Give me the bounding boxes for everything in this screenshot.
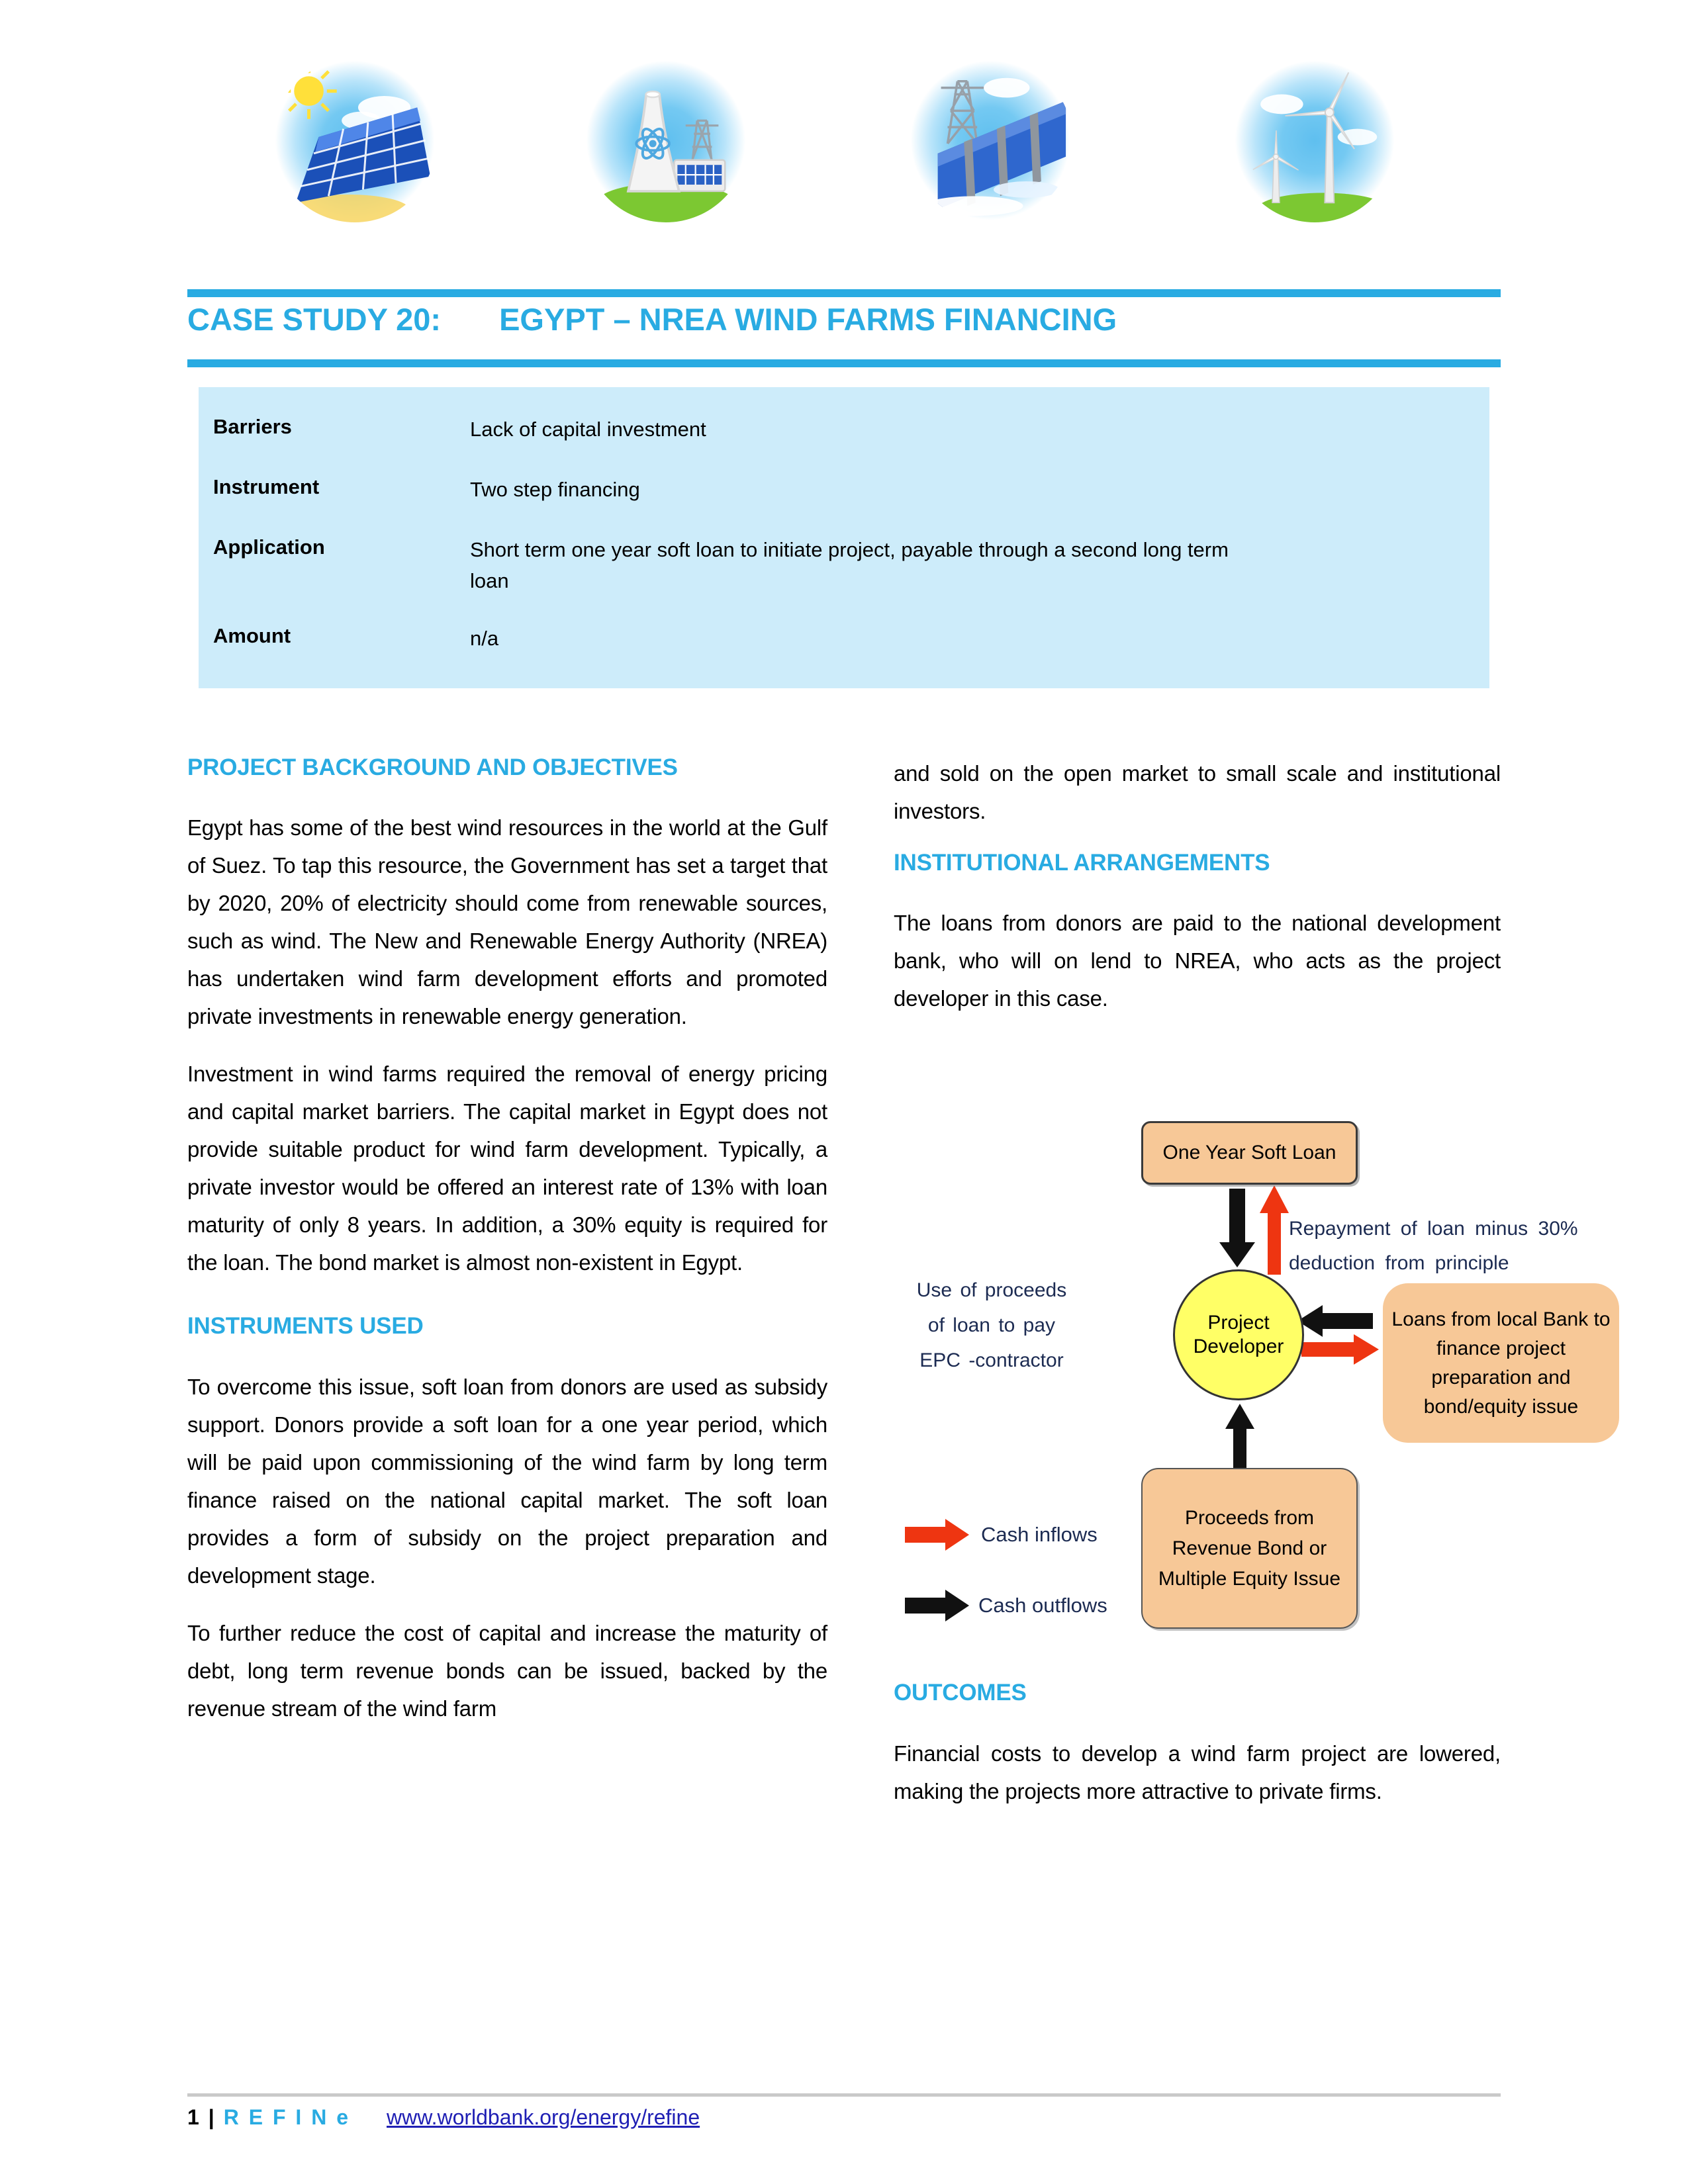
legend-cash-outflows-label: Cash outflows [978, 1594, 1107, 1617]
summary-table [199, 387, 1489, 688]
legend-cash-outflow-arrow [905, 1598, 945, 1614]
legend-cash-inflows-label: Cash inflows [981, 1523, 1098, 1547]
table-row [213, 534, 1470, 596]
worldbank-refine-link[interactable]: www.worldbank.org/energy/refine [387, 2105, 700, 2129]
table-row [213, 474, 1470, 505]
cash-outflow-arrow-down [1229, 1189, 1245, 1244]
footer-rule [187, 2093, 1501, 2097]
row-value: Lack of capital investment [470, 418, 706, 441]
use-of-proceeds-label: Use of proceeds of loan to pay EPC -contractor [916, 1279, 1067, 1372]
dam-transmission-icon [908, 58, 1072, 222]
wind-turbine-icon [1233, 58, 1397, 222]
refine-brand: R E F I N e [223, 2105, 350, 2129]
section-heading-instruments: INSTRUMENTS USED [187, 1313, 424, 1340]
solar-panel-sun-icon [273, 58, 437, 222]
row-value: Two step financing [470, 478, 640, 501]
cash-inflow-arrow-right [1301, 1342, 1354, 1357]
cash-inflow-arrow-up [1268, 1212, 1281, 1275]
cash-outflow-arrow-up [1233, 1428, 1246, 1470]
title-rule-top [187, 289, 1501, 297]
left-column [187, 754, 827, 1747]
title-rule-bottom [187, 359, 1501, 367]
table-row [213, 414, 1470, 445]
table-row [213, 623, 1470, 654]
row-label: Amount [213, 624, 291, 647]
footer [187, 2105, 700, 2130]
cash-outflow-arrow-left [1321, 1313, 1373, 1329]
wind-turbine-image [1233, 58, 1397, 222]
paragraph: Financial costs to develop a wind farm project are lowered, making the projects more attractive to private firms. [894, 1741, 1501, 1803]
paragraph: To further reduce the cost of capital and increase the maturity of debt, long term revenue bonds can be issued, backed by the revenue stream of the wind farm [187, 1620, 827, 1721]
paragraph: The loans from donors are paid to the national development bank, who will on lend to NREA, who acts as the project developer in this case. [894, 911, 1501, 1011]
section-heading-institutional: INSTITUTIONAL ARRANGEMENTS [894, 850, 1270, 876]
project-developer-ellipse: Project Developer [1173, 1269, 1304, 1400]
nuclear-cooling-tower-icon [584, 58, 748, 222]
section-heading-background: PROJECT BACKGROUND AND OBJECTIVES [187, 754, 678, 780]
legend-cash-inflow-arrow [905, 1527, 945, 1543]
solar-energy-image [273, 58, 437, 222]
page-title [187, 302, 1117, 337]
row-label: Application [213, 535, 325, 559]
right-column [894, 754, 1611, 1830]
local-bank-loans-box: Loans from local Bank to finance project preparation and bond/equity issue [1383, 1283, 1619, 1443]
repayment-label: Repayment of loan minus 30% deduction from principle [1289, 1218, 1578, 1275]
bond-proceeds-box: Proceeds from Revenue Bond or Multiple Equity Issue [1141, 1468, 1358, 1629]
page-number: 1 [187, 2105, 199, 2129]
nuclear-plant-image [584, 58, 748, 222]
case-study-number: CASE STUDY 20: [187, 302, 442, 337]
one-year-soft-loan-box: One Year Soft Loan [1141, 1121, 1358, 1185]
paragraph: To overcome this issue, soft loan from donors are used as subsidy support. Donors provide a soft loan for a one year period, which will be paid upon commissioning of the wind farm by long term finance raised on the national capital market. The soft loan provides a form of subsidy on the project preparation and development stage. [187, 1374, 827, 1588]
row-label: Barriers [213, 415, 292, 438]
case-study-title: EGYPT – NREA WIND FARMS FINANCING [499, 302, 1117, 337]
paragraph: and sold on the open market to small scale and institutional investors. [894, 761, 1501, 823]
row-label: Instrument [213, 475, 320, 498]
section-heading-outcomes: OUTCOMES [894, 1680, 1027, 1706]
financing-flow-diagram [880, 1115, 1622, 1641]
row-value: n/a [470, 627, 499, 650]
paragraph: Egypt has some of the best wind resources in the world at the Gulf of Suez. To tap this resource, the Government has set a target that by 2020, 20% of electricity should come from renewable sources, such as wind. The New and Renewable Energy Authority (NREA) has undertaken wind farm development efforts and promoted private investments in renewable energy generation. [187, 815, 827, 1029]
paragraph: Investment in wind farms required the removal of energy pricing and capital market barriers. The capital market in Egypt does not provide suitable product for wind farm development. Typically, a private investor would be offered an interest rate of 13% with loan maturity of only 8 years. In addition, a 30% equity is required for the loan. The bond market is almost non-existent in Egypt. [187, 1062, 827, 1275]
hydro-dam-image [908, 58, 1072, 222]
row-value: Short term one year soft loan to initiate project, payable through a second long term loan [470, 538, 1229, 592]
footer-separator: | [208, 2105, 214, 2129]
